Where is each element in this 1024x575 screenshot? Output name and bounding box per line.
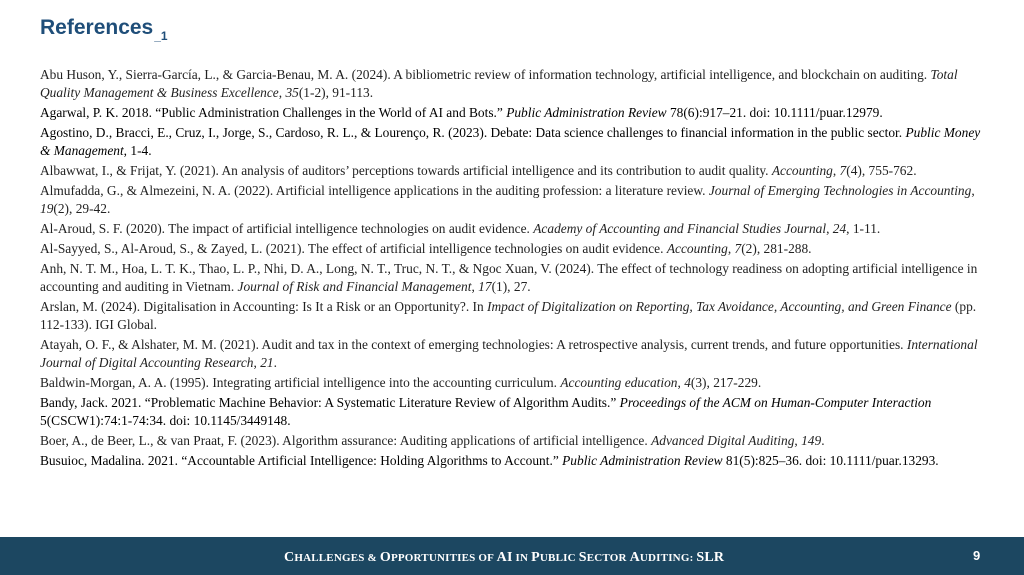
reference-entry: [40, 432, 990, 450]
reference-entry: [40, 240, 990, 258]
reference-text: Arslan, M. (2024). Digitalisation in Accounting: Is It a Risk or an Opportunity?. In: [40, 298, 488, 314]
reference-italic-text: Public Administration Review: [562, 453, 723, 468]
reference-text: Al-Aroud, S. F. (2020). The impact of artificial intelligence technologies on audit evidence.: [40, 221, 534, 237]
reference-text: Busuioc, Madalina. 2021. “Accountable Artificial Intelligence: Holding Algorithms to Account.”: [40, 453, 563, 468]
reference-italic-text: Total Quality Management & Business Excellence: [40, 67, 958, 101]
reference-text: Almufadda, G., & Almezeini, N. A. (2022). Artificial intelligence applications in the auditing profession: a literature review.: [40, 182, 709, 198]
reference-italic-text: Journal of Emerging Technologies in Accounting: [708, 182, 972, 198]
footer-title-part: IN: [512, 552, 532, 564]
reference-text: Abu Huson, Y., Sierra-García, L., & Garcia-Benau, M. A. (2024). A bibliometric review of information technology, artificial intelligence, and blockchain on auditing.: [40, 67, 931, 82]
reference-text: (1-2), 91-113.: [298, 85, 374, 101]
reference-italic-text: 35: [285, 85, 299, 101]
footer-title-part: HALLENGES &: [294, 552, 380, 564]
reference-text: ,: [727, 240, 735, 256]
reference-italic-text: Academy of Accounting and Financial Studies Journal: [533, 221, 827, 237]
reference-italic-text: International Journal of Digital Accounting Research: [40, 337, 978, 371]
reference-text: , 1-11.: [846, 221, 881, 237]
footer-title-part: PPORTUNITIES OF: [390, 552, 497, 564]
reference-text: Agostino, D., Bracci, E., Cruz, I., Jorge, S., Cardoso, R. L., & Lourenço, R. (2023). Debate: Data science challenges to financial information in the public sector.: [40, 124, 906, 140]
reference-italic-text: Impact of Digitalization on Reporting, Tax Avoidance, Accounting, and Green Finance: [487, 298, 952, 314]
page-number: 9: [973, 548, 981, 563]
reference-text: ,: [471, 279, 479, 295]
reference-text: (2), 281-288.: [741, 240, 812, 256]
reference-italic-text: Public Money & Management: [40, 124, 981, 159]
reference-text: 81(5):825–36. doi: 10.1111/puar.13293.: [722, 453, 939, 468]
reference-italic-text: 21: [260, 355, 274, 371]
reference-text: ,: [253, 355, 261, 371]
reference-text: ,: [971, 182, 975, 198]
reference-text: (3), 217-229.: [690, 375, 762, 391]
reference-text: ,: [832, 163, 840, 179]
footer-title-part: C: [284, 550, 295, 565]
reference-italic-text: 7: [839, 163, 847, 179]
reference-text: , 1-4.: [123, 143, 152, 159]
footer-title-part: UBLIC: [539, 552, 579, 564]
reference-text: .: [273, 355, 277, 371]
reference-italic-text: Proceedings of the ACM on Human-Computer Interaction: [619, 395, 932, 411]
reference-text: Anh, N. T. M., Hoa, L. T. K., Thao, L. P., Nhi, D. A., Long, N. T., Truc, N. T., & Ngoc Xuan, V. (2024). The effect of technology readiness on adopting artificial intelligence in accounting and auditing in Vietnam.: [40, 260, 978, 295]
reference-italic-text: 7: [734, 240, 742, 256]
reference-text: ,: [278, 85, 286, 101]
reference-text: (1), 27.: [491, 279, 531, 295]
footer-title-part: ECTOR: [586, 552, 630, 564]
footer-title: [284, 550, 724, 566]
reference-entry: [40, 374, 990, 392]
footer-title-part: O: [379, 550, 391, 565]
footer-bar: [0, 537, 1024, 575]
reference-italic-text: 24: [832, 221, 847, 237]
reference-italic-text: Public Administration Review: [506, 105, 667, 121]
reference-entry: [40, 162, 990, 180]
reference-entry: [40, 66, 990, 102]
reference-italic-text: Accounting: [771, 163, 833, 179]
footer-title-part: UDITING:: [639, 552, 697, 564]
reference-italic-text: 4: [684, 375, 691, 391]
reference-text: (2), 29-42.: [53, 201, 111, 217]
slide-title-text: References: [40, 16, 154, 39]
reference-text: Al-Sayyed, S., Al-Aroud, S., & Zayed, L. (2021). The effect of artificial intelligence technologies on audit evidence.: [40, 240, 667, 256]
reference-text: ,: [677, 375, 685, 391]
reference-italic-text: Journal of Risk and Financial Management: [237, 279, 472, 295]
reference-entry: [40, 336, 990, 372]
reference-text: Baldwin-Morgan, A. A. (1995). Integrating artificial intelligence into the accounting curriculum.: [40, 375, 561, 391]
reference-text: .: [821, 433, 825, 449]
reference-text: Atayah, O. F., & Alshater, M. M. (2021). Audit and tax in the context of emerging technologies: A retrospective analysis, current trends, and future opportunities.: [40, 337, 907, 353]
footer-title-part: S: [578, 550, 587, 565]
reference-entry: [40, 104, 990, 122]
reference-text: ,: [826, 221, 833, 237]
reference-italic-text: 19: [40, 201, 54, 217]
reference-italic-text: Accounting: [666, 240, 728, 256]
reference-text: Albawwat, I., & Frijat, Y. (2021). An analysis of auditors’ perceptions towards artificial intelligence and its contribution to audit quality.: [40, 163, 772, 179]
reference-entry: [40, 452, 990, 470]
reference-text: 78(6):917–21. doi: 10.1111/puar.12979.: [666, 105, 883, 121]
footer-title-part: SLR: [696, 550, 725, 565]
reference-text: Agarwal, P. K. 2018. “Public Administration Challenges in the World of AI and Bots.”: [40, 105, 507, 121]
slide-title-subscript: _1: [154, 29, 168, 43]
reference-text: 5(CSCW1):74:1-74:34. doi: 10.1145/3449148.: [40, 413, 291, 429]
reference-entry: [40, 394, 990, 430]
reference-italic-text: 17: [478, 279, 492, 295]
reference-text: Bandy, Jack. 2021. “Problematic Machine Behavior: A Systematic Literature Review of Algorithm Audits.”: [40, 395, 620, 411]
footer-title-part: AI: [496, 550, 513, 565]
reference-entry: [40, 124, 990, 160]
reference-text: (4), 755-762.: [846, 163, 917, 179]
reference-entry: [40, 298, 990, 334]
reference-entry: [40, 182, 990, 218]
reference-text: (pp. 112-133). IGI Global.: [40, 298, 977, 333]
slide-title: [40, 16, 168, 43]
reference-entry: [40, 220, 990, 238]
reference-text: ,: [794, 433, 802, 449]
reference-italic-text: Advanced Digital Auditing: [651, 433, 795, 449]
reference-italic-text: Accounting education: [560, 375, 678, 391]
footer-title-part: P: [531, 550, 540, 565]
reference-list: [40, 66, 990, 472]
reference-italic-text: 149: [801, 433, 822, 449]
reference-text: Boer, A., de Beer, L., & van Praat, F. (2023). Algorithm assurance: Auditing applications of artificial intelligence.: [40, 433, 652, 449]
footer-title-part: A: [629, 550, 640, 565]
reference-entry: [40, 260, 990, 296]
